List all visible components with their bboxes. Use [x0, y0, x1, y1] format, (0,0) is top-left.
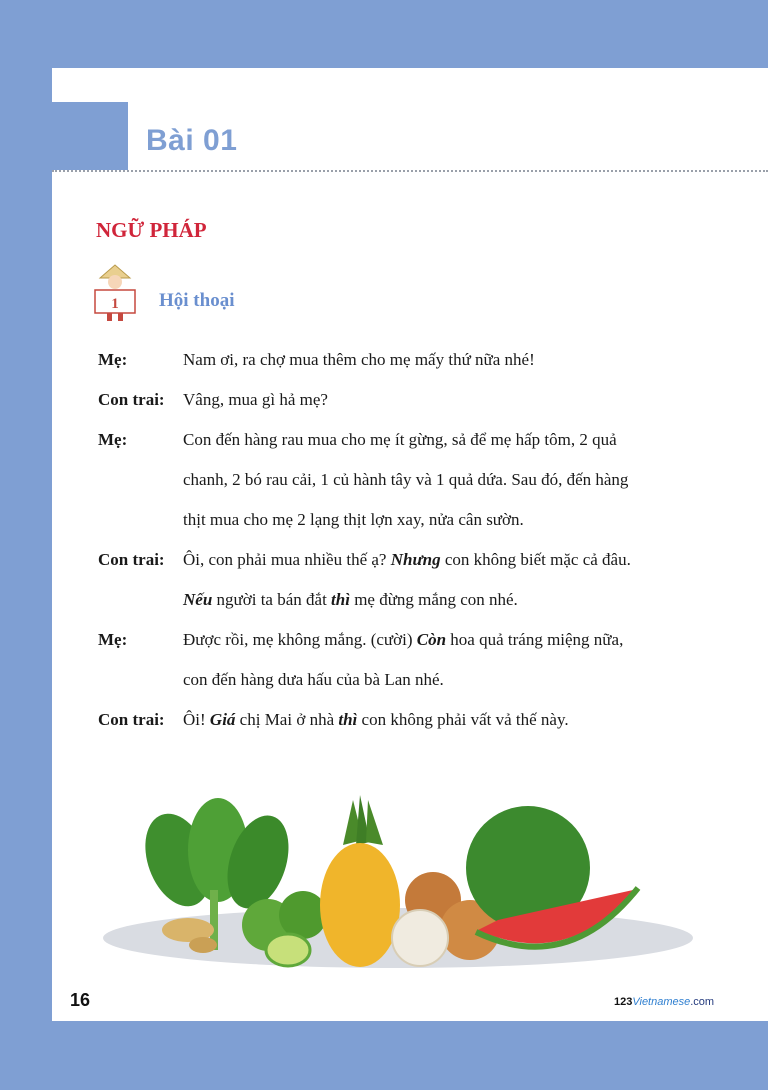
dialogue-line: Vâng, mua gì hả mẹ?: [183, 390, 328, 409]
brand-mid: Vietnamese: [632, 996, 691, 1008]
subheading: Hội thoại: [159, 290, 235, 311]
emphasis-word: thì: [338, 710, 358, 729]
dialogue-turn: [98, 420, 718, 540]
emphasis-word: Nếu: [183, 590, 213, 609]
text-run: Ôi, con phải mua nhiều thế ạ?: [183, 550, 391, 569]
page-number: 16: [70, 990, 91, 1010]
speaker: Con trai:: [98, 550, 165, 569]
brand-logo: [614, 996, 714, 1008]
emphasis-word: Giá: [209, 710, 236, 729]
dialogue-line: [183, 700, 718, 740]
dialogue-line: chanh, 2 bó rau cải, 1 củ hành tây và 1 quả dứa. Sau đó, đến hàng: [183, 470, 629, 489]
dialogue-turn: [98, 380, 718, 420]
text-run: con không biết mặc cả đâu.: [440, 550, 631, 569]
badge-number: 1: [111, 296, 119, 312]
pineapple-icon: [320, 795, 400, 967]
dialogue-line: thịt mua cho mẹ 2 lạng thịt lợn xay, nửa cân sườn.: [183, 510, 524, 529]
text-run: mẹ đừng mắng con nhé.: [349, 590, 518, 609]
text-run: người ta bán đắt: [212, 590, 332, 609]
text-run: hoa quả tráng miệng nữa,: [446, 630, 624, 649]
speaker: Mẹ:: [98, 630, 128, 649]
dotted-divider: [52, 170, 768, 172]
boy-mascot-icon: [92, 262, 138, 324]
speaker: Mẹ:: [98, 430, 128, 449]
emphasis-word: thì: [331, 590, 350, 609]
lesson-tab: [52, 102, 128, 170]
dialogue-turn: [98, 340, 718, 380]
text-run: chị Mai ở nhà: [235, 710, 339, 729]
dialogue-line: Nam ơi, ra chợ mua thêm cho mẹ mấy thứ nữa nhé!: [183, 350, 535, 369]
dialogue-line: [183, 540, 718, 580]
text-run: Được rồi, mẹ không mắng. (cười): [183, 630, 417, 649]
speaker: Con trai:: [98, 390, 165, 409]
text-run: Ôi!: [183, 710, 210, 729]
emphasis-word: Còn: [416, 630, 447, 649]
brand-num: 123: [614, 996, 633, 1008]
speaker: Con trai:: [98, 710, 165, 729]
dialogue-turn: [98, 620, 718, 700]
dialogue-line: [183, 620, 718, 660]
produce-illustration: [98, 790, 698, 1000]
brand-tail: .com: [690, 996, 715, 1008]
dialogue-turn: [98, 540, 718, 620]
dialogue: [98, 340, 718, 740]
emphasis-word: Nhưng: [390, 550, 441, 569]
dialogue-turn: [98, 700, 718, 740]
dialogue-line: con đến hàng dưa hấu của bà Lan nhé.: [183, 670, 444, 689]
dialogue-line: Con đến hàng rau mua cho mẹ ít gừng, sả để mẹ hấp tôm, 2 quả: [183, 430, 617, 449]
section-heading: NGỮ PHÁP: [96, 218, 207, 242]
dialogue-line: [183, 580, 718, 620]
speaker: Mẹ:: [98, 350, 128, 369]
lesson-title: Bài 01: [146, 124, 238, 157]
text-run: con không phải vất vả thế này.: [357, 710, 569, 729]
